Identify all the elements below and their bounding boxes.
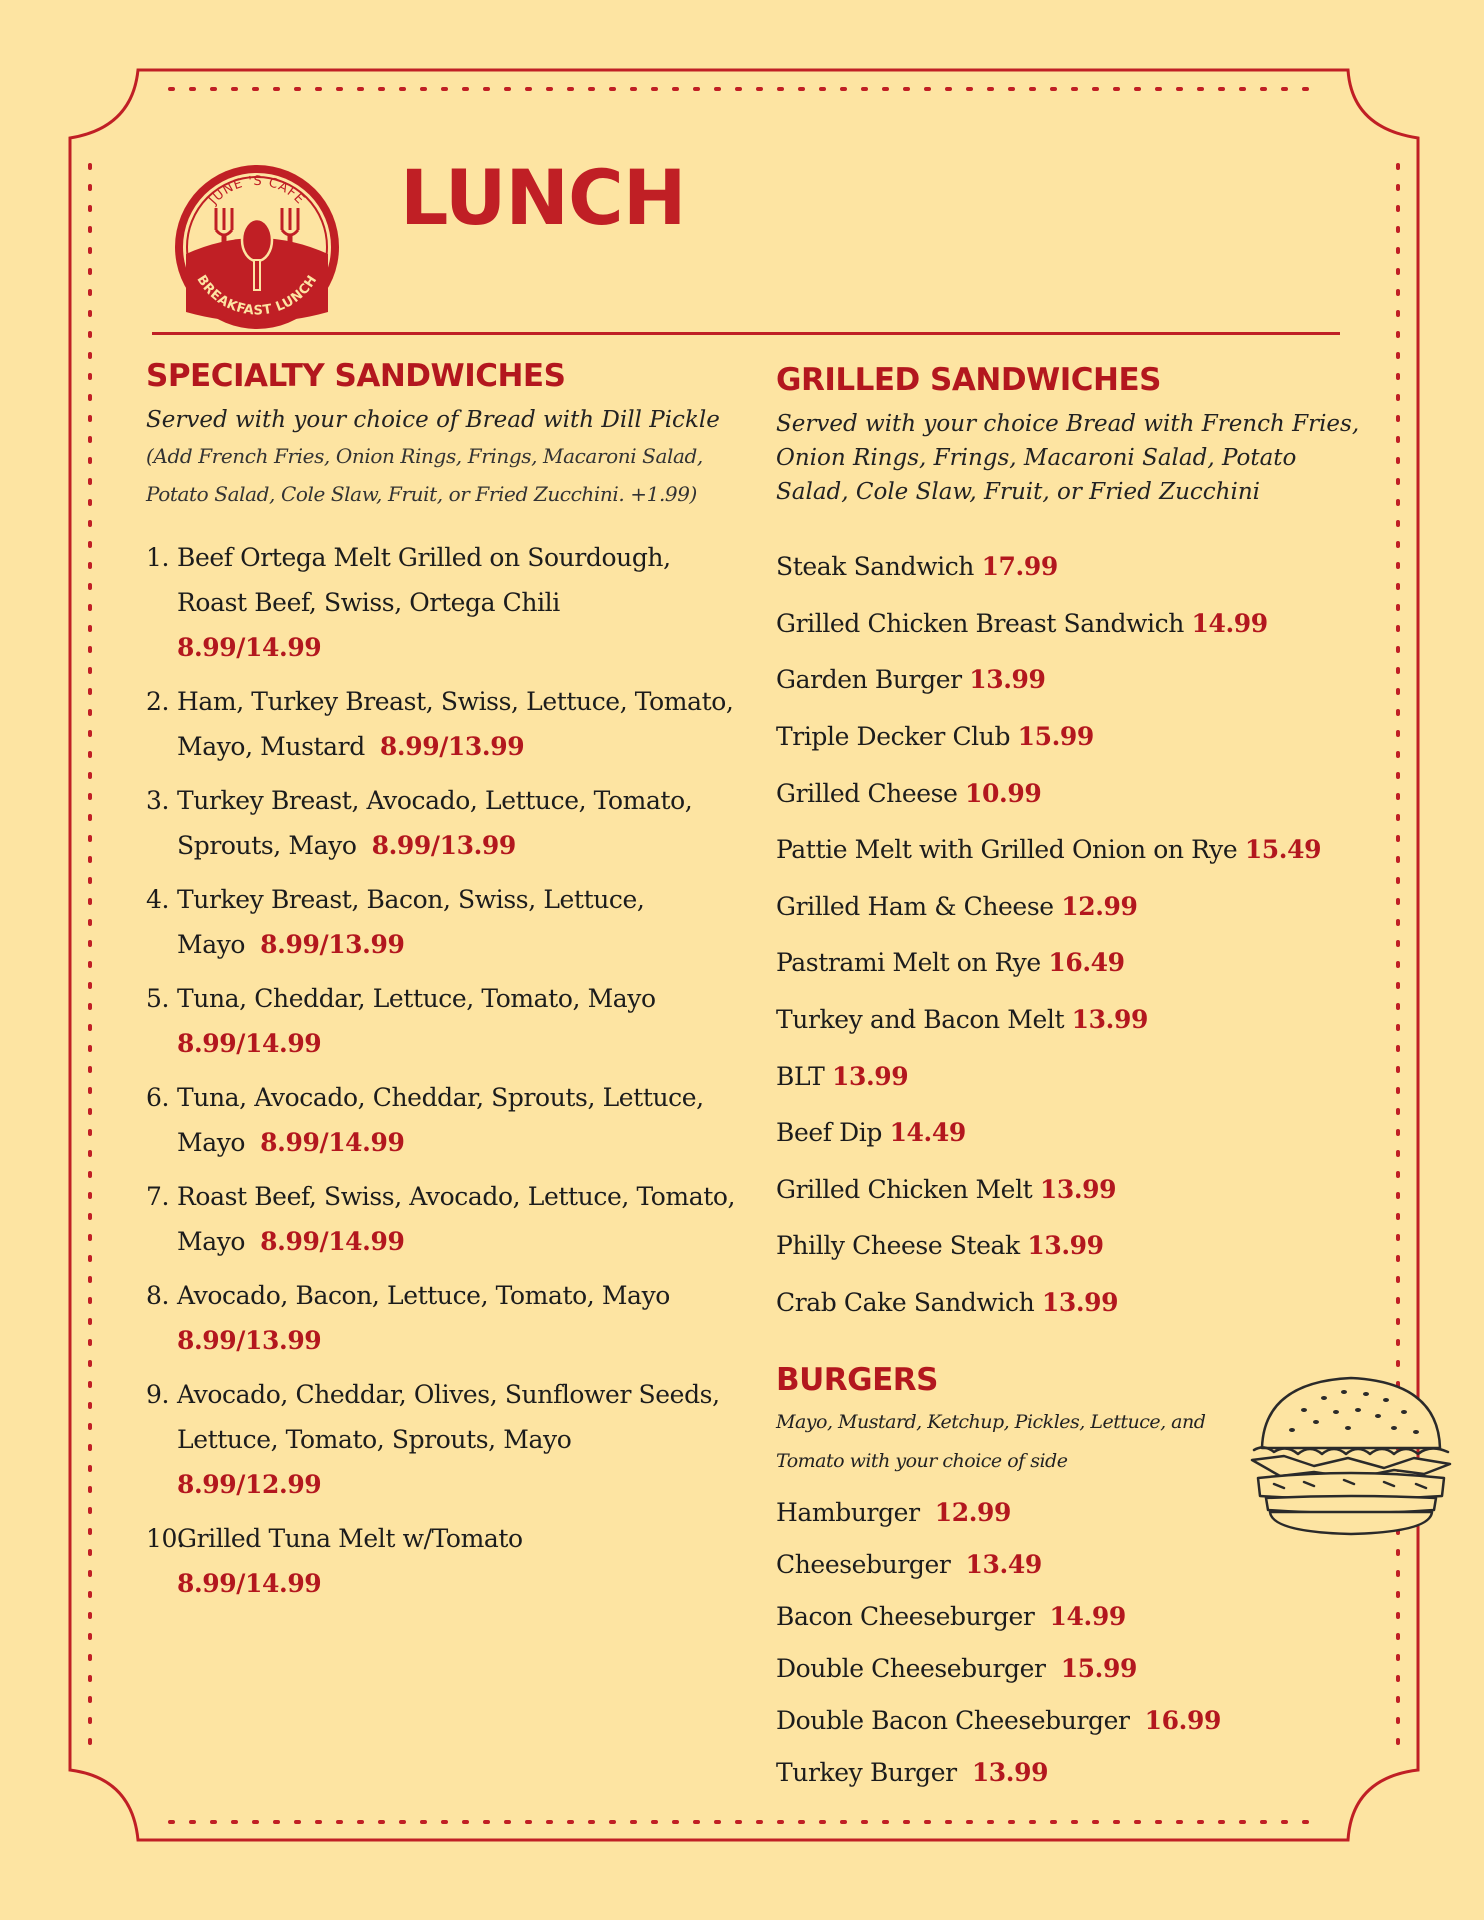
item-description: Avocado, Cheddar, Olives, Sunflower Seeds, Lettuce, Tomato, Sprouts, Mayo [177,1380,720,1455]
logo-banner-text: BREAKFAST LUNCH [193,272,321,319]
burgers-title: BURGERS [776,1362,938,1398]
grilled-title: GRILLED SANDWICHES [776,362,1161,398]
list-item [776,992,1396,1049]
list-item [776,1275,1396,1332]
list-item [776,935,1396,992]
item-price: 14.99 [1191,608,1268,638]
list-item [776,1539,1256,1591]
item-name: Pastrami Melt on Rye [776,948,1041,978]
item-name: BLT [776,1061,825,1091]
item-description: Ham, Turkey Breast, Swiss, Lettuce, Tomato, Mayo, Mustard [177,687,734,762]
item-description: Tuna, Avocado, Cheddar, Sprouts, Lettuce, Mayo [177,1083,704,1158]
item-price: 13.99 [971,1758,1049,1788]
list-item [776,539,1396,596]
item-description: Roast Beef, Swiss, Avocado, Lettuce, Tomato, Mayo [177,1182,736,1257]
list-item [146,1174,736,1264]
specialty-note-line-2: Potato Salad, Cole Slaw, Fruit, or Fried Zucchini. +1.99) [146,482,697,507]
item-name: Steak Sandwich [776,552,975,582]
item-price: 13.99 [1039,1174,1117,1204]
item-number: 4. [146,885,170,915]
item-name: Bacon Cheeseburger [776,1602,1035,1632]
item-price: 15.49 [1244,835,1322,865]
item-description: Tuna, Cheddar, Lettuce, Tomato, Mayo [177,984,656,1014]
item-description: Turkey Breast, Avocado, Lettuce, Tomato, Sprouts, Mayo [177,786,693,861]
item-number: 6. [146,1083,170,1113]
cafe-logo [172,162,342,332]
item-description: Beef Ortega Melt Grilled on Sourdough, Roast Beef, Swiss, Ortega Chili [177,543,671,618]
burgers-section [776,1362,1256,1799]
list-item [776,1218,1396,1275]
item-name: Beef Dip [776,1118,883,1148]
burgers-list [776,1487,1256,1799]
item-name: Triple Decker Club [776,721,1011,751]
item-name: Crab Cake Sandwich [776,1287,1035,1317]
specialty-section [146,358,736,1615]
list-item [146,877,736,967]
item-name: Grilled Chicken Breast Sandwich [776,608,1184,638]
item-price: 8.99/13.99 [177,1326,322,1356]
list-item [776,1695,1256,1747]
item-price: 13.99 [1027,1231,1104,1261]
item-price: 14.99 [1049,1602,1126,1632]
item-price: 8.99/12.99 [177,1470,322,1500]
item-price: 8.99/13.99 [260,930,405,960]
specialty-description: Served with your choice of Bread with Dill Pickle [146,407,720,434]
list-item [776,1162,1396,1219]
item-name: Double Cheeseburger [776,1654,1046,1684]
header-divider [152,332,1340,335]
list-item [146,679,736,769]
item-number: 1. [146,543,170,573]
list-item [776,1643,1256,1695]
item-price: 13.99 [1041,1287,1119,1317]
item-price: 15.99 [1017,721,1094,751]
item-description: Avocado, Bacon, Lettuce, Tomato, Mayo [177,1281,670,1311]
item-price: 12.99 [934,1498,1012,1528]
list-item [776,1487,1256,1539]
item-name: Hamburger [776,1498,920,1528]
grilled-list [776,539,1396,1331]
list-item [146,535,736,670]
item-price: 15.99 [1060,1654,1137,1684]
item-name: Grilled Ham & Cheese [776,891,1054,921]
list-item [776,1105,1396,1162]
item-price: 8.99/14.99 [177,633,322,663]
item-number: 10. [146,1524,185,1554]
burgers-description-line-1: Mayo, Mustard, Ketchup, Pickles, Lettuce, and [776,1411,1206,1434]
item-name: Cheeseburger [776,1550,951,1580]
item-price: 16.49 [1048,948,1125,978]
list-item [146,1273,736,1363]
item-number: 5. [146,984,170,1014]
item-number: 3. [146,786,170,816]
item-price: 12.99 [1061,891,1138,921]
specialty-title: SPECIALTY SANDWICHES [146,358,566,394]
item-number: 9. [146,1380,170,1410]
item-name: Garden Burger [776,665,962,695]
list-item [146,1516,736,1606]
list-item [776,709,1396,766]
hamburger-icon [1244,1370,1458,1538]
specialty-list [146,535,736,1606]
specialty-note-line-1: (Add French Fries, Onion Rings, Frings, Macaroni Salad, [146,444,703,469]
item-name: Turkey Burger [776,1758,957,1788]
burgers-description-line-2: Tomato with your choice of side [776,1450,1068,1473]
item-price: 13.49 [965,1550,1042,1580]
list-item [776,766,1396,823]
item-name: Double Bacon Cheeseburger [776,1706,1130,1736]
list-item [146,778,736,868]
item-name: Grilled Cheese [776,778,958,808]
item-price: 8.99/14.99 [177,1029,322,1059]
list-item [776,1049,1396,1106]
item-price: 13.99 [1071,1004,1148,1034]
item-price: 14.49 [889,1118,966,1148]
item-number: 2. [146,687,170,717]
page-title: LUNCH [400,153,686,242]
item-price: 8.99/14.99 [177,1569,322,1599]
item-name: Grilled Chicken Melt [776,1174,1033,1204]
item-description: Grilled Tuna Melt w/Tomato [177,1524,523,1554]
item-price: 13.99 [831,1061,909,1091]
item-price: 8.99/13.99 [379,732,525,762]
item-number: 8. [146,1281,170,1311]
list-item [776,822,1396,879]
item-price: 8.99/14.99 [260,1128,405,1158]
item-price: 8.99/14.99 [260,1227,405,1257]
list-item [776,1591,1256,1643]
list-item [146,976,736,1066]
item-price: 10.99 [965,778,1042,808]
item-description: Turkey Breast, Bacon, Swiss, Lettuce, Mayo [177,885,645,960]
item-name: Turkey and Bacon Melt [776,1004,1065,1034]
logo-top-text: JUNE 'S CAFE [206,173,308,208]
list-item [776,879,1396,936]
item-price: 8.99/13.99 [371,831,516,861]
list-item [776,1747,1256,1799]
list-item [776,652,1396,709]
list-item [776,596,1396,653]
grilled-description: Served with your choice Bread with French Fries, Onion Rings, Frings, Macaroni Salad, Potato Salad, Cole Slaw, Fruit, or Fried Zucchini [776,411,1360,506]
item-name: Pattie Melt with Grilled Onion on Rye [776,835,1238,865]
item-price: 16.99 [1144,1706,1221,1736]
item-name: Philly Cheese Steak [776,1231,1020,1261]
grilled-section [776,362,1396,1332]
item-price: 13.99 [969,665,1046,695]
list-item [146,1075,736,1165]
list-item [146,1372,736,1507]
item-price: 17.99 [981,552,1058,582]
item-number: 7. [146,1182,170,1212]
